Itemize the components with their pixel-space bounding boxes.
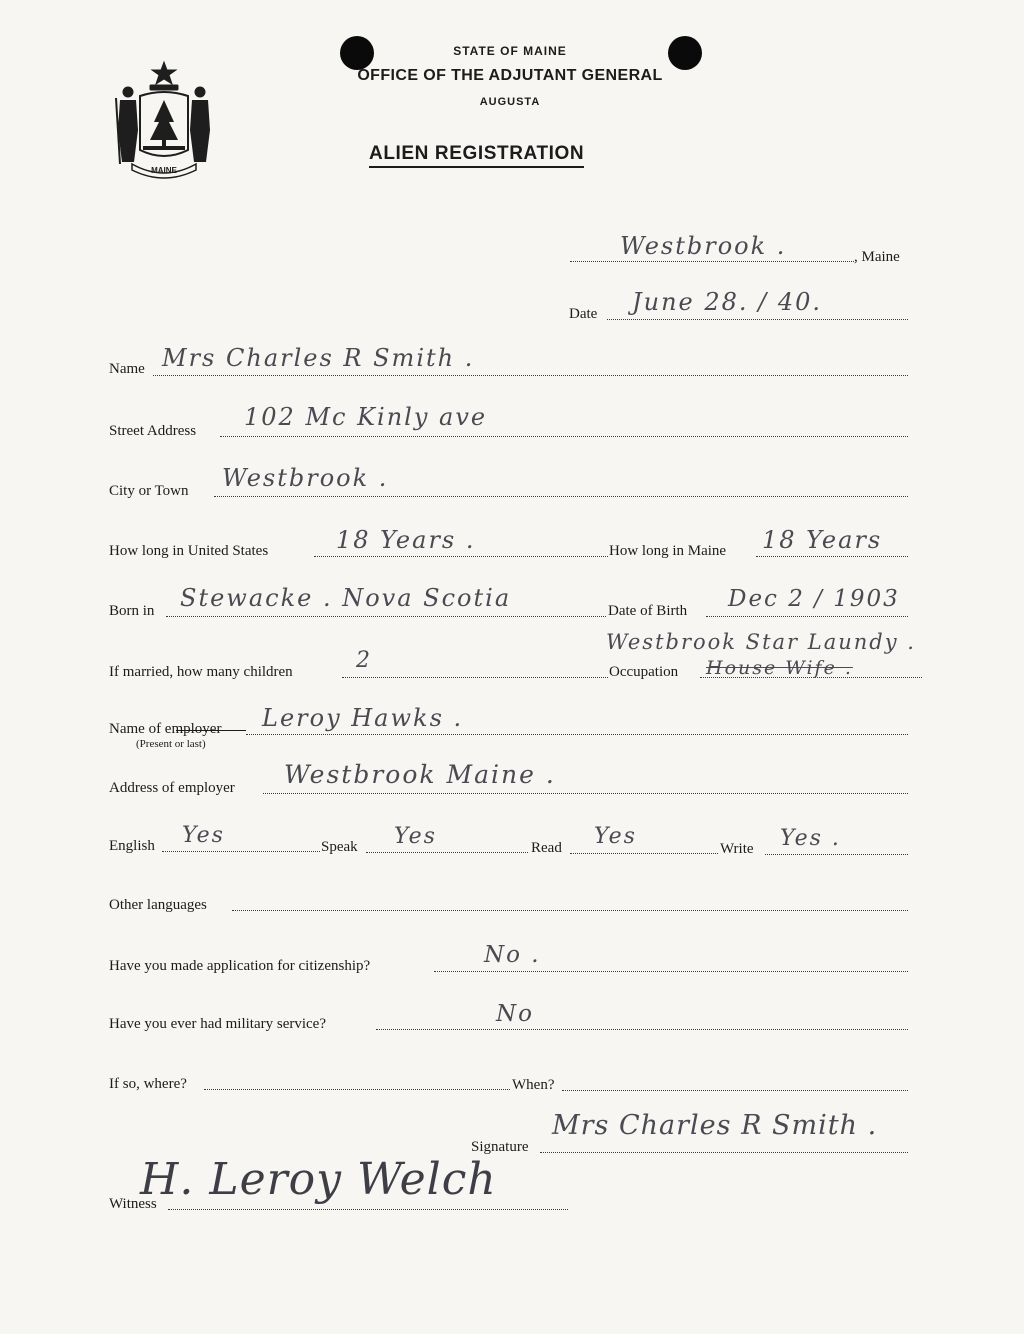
english-label: English — [109, 838, 155, 854]
born-label: Born in — [109, 603, 155, 619]
form-title: ALIEN REGISTRATION — [369, 143, 584, 168]
place-value: Westbrook . — [620, 232, 787, 260]
svg-text:MAINE: MAINE — [151, 166, 177, 175]
write-value: Yes . — [780, 826, 841, 851]
witness-line — [168, 1209, 568, 1210]
speak-value: Yes — [394, 824, 437, 849]
street-label: Street Address — [109, 423, 197, 439]
children-line — [342, 677, 608, 678]
employer-address-label: Address of employer — [109, 780, 235, 796]
born-value: Stewacke . Nova Scotia — [180, 584, 512, 612]
employer-line — [246, 734, 908, 735]
office-heading: OFFICE OF THE ADJUTANT GENERAL — [357, 67, 663, 84]
children-label: If married, how many children — [109, 664, 293, 680]
other-languages-line — [232, 910, 908, 911]
dob-value: Dec 2 / 1903 — [728, 586, 900, 612]
occupation-label: Occupation — [609, 664, 679, 680]
us-years-label: How long in United States — [109, 543, 269, 559]
place-suffix: , Maine — [854, 249, 900, 265]
read-value: Yes — [594, 824, 637, 849]
date-value: June 28. / 40. — [632, 288, 823, 316]
english-line — [162, 851, 320, 852]
speak-line — [366, 852, 528, 853]
speak-label: Speak — [321, 839, 358, 855]
city-line — [214, 496, 908, 497]
signature-label: Signature — [471, 1139, 529, 1155]
employer-address-line — [263, 793, 908, 794]
witness-label: Witness — [109, 1196, 157, 1212]
citizenship-line — [434, 971, 908, 972]
city-value: Westbrook . — [222, 464, 389, 492]
when-line — [562, 1090, 908, 1091]
signature-value: Mrs Charles R Smith . — [552, 1110, 878, 1141]
english-value: Yes — [182, 823, 225, 848]
date-line — [607, 319, 908, 320]
street-value: 102 Mc Kinly ave — [244, 403, 488, 431]
read-line — [570, 853, 718, 854]
born-line — [166, 616, 606, 617]
citizenship-label: Have you made application for citizenship? — [109, 958, 371, 974]
employer-label-strike — [176, 730, 246, 731]
date-label: Date — [569, 306, 598, 322]
state-heading: STATE OF MAINE — [453, 44, 567, 58]
other-languages-label: Other languages — [109, 897, 207, 913]
name-value: Mrs Charles R Smith . — [162, 344, 475, 372]
where-label: If so, where? — [109, 1076, 187, 1092]
military-line — [376, 1029, 908, 1030]
city-label: City or Town — [109, 483, 189, 499]
name-label: Name — [109, 361, 145, 377]
maine-years-line — [756, 556, 908, 557]
maine-years-value: 18 Years — [762, 526, 883, 554]
military-value: No — [496, 1001, 534, 1027]
occupation-struck-value: House Wife . — [706, 657, 853, 679]
witness-signature: H. Leroy Welch — [140, 1154, 497, 1205]
employer-address-value: Westbrook Maine . — [284, 760, 556, 789]
maine-years-label: How long in Maine — [609, 543, 727, 559]
employer-label-text: Name of employer — [109, 721, 222, 737]
military-label: Have you ever had military service? — [109, 1016, 326, 1032]
signature-line — [540, 1152, 908, 1153]
city-heading: AUGUSTA — [479, 96, 541, 108]
write-label: Write — [720, 841, 754, 857]
dob-line — [706, 616, 908, 617]
when-label: When? — [512, 1077, 555, 1093]
citizenship-value: No . — [484, 942, 541, 968]
read-label: Read — [531, 840, 562, 856]
children-value: 2 — [356, 648, 372, 673]
where-line — [204, 1089, 510, 1090]
us-years-line — [314, 556, 608, 557]
write-line — [765, 854, 908, 855]
occupation-value: Westbrook Star Laundy . — [606, 630, 916, 654]
us-years-value: 18 Years . — [336, 526, 476, 554]
employer-sublabel: (Present or last) — [136, 738, 206, 750]
employer-value: Leroy Hawks . — [262, 704, 464, 732]
state-seal-icon — [110, 58, 218, 182]
name-line — [153, 375, 908, 376]
street-line — [220, 436, 908, 437]
dob-label: Date of Birth — [608, 603, 688, 619]
place-line — [570, 261, 854, 262]
